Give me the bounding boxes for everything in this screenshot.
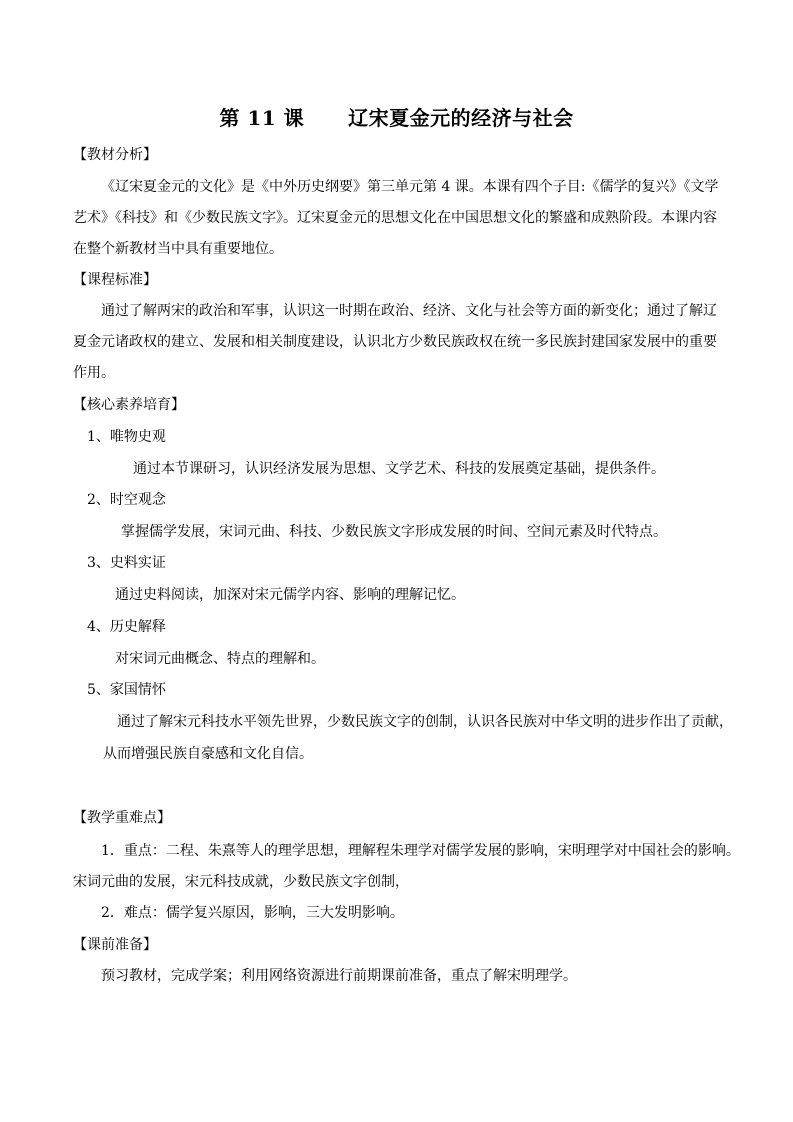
keypoint-main: 1．重点：二程、朱熹等人的理学思想，理解程朱理学对儒学发展的影响，宋明理学对中国社会的影响。 (101, 843, 740, 859)
section-heading-standard: 【课程标准】 (73, 272, 157, 288)
section-heading-literacy: 【核心素养培育】 (73, 397, 185, 413)
literacy-item-text: 通过本节课研习，认识经济发展为思想、文学艺术、科技的发展奠定基础，提供条件。 (133, 461, 665, 477)
keypoint-difficult: 2．难点：儒学复兴原因，影响，三大发明影响。 (101, 905, 404, 921)
section-heading-analysis: 【教材分析】 (73, 147, 157, 163)
section-heading-preparation: 【课前准备】 (73, 937, 157, 953)
preparation-text: 预习教材，完成学案；利用网络资源进行前期课前准备，重点了解宋明理学。 (101, 968, 577, 984)
literacy-item-label: 1、唯物史观 (87, 429, 166, 445)
literacy-item-text: 对宋词元曲概念、特点的理解和。 (115, 651, 325, 667)
keypoint-main-continued: 宋词元曲的发展，宋元科技成就，少数民族文字创制， (73, 874, 409, 890)
section-heading-keypoints: 【教学重难点】 (73, 810, 171, 826)
literacy-item-text: 通过史料阅读，加深对宋元儒学内容、影响的理解记忆。 (115, 587, 465, 603)
literacy-item-label: 4、历史解释 (87, 619, 166, 635)
standard-paragraph: 通过了解两宋的政治和军事，认识这一时期在政治、经济、文化与社会等方面的新变化；通过了解辽夏金元诸政权的建立、发展和相关制度建设，认识北方少数民族政权在统一多民族封建国家发展中的重要作用。 (73, 303, 717, 381)
document-title (0, 102, 793, 131)
literacy-item-label: 5、家国情怀 (87, 682, 166, 698)
analysis-paragraph: 《辽宋夏金元的文化》是《中外历史纲要》第三单元第 4 课。本课有四个子目:《儒学的复兴》《文学艺术》《科技》和《少数民族文字》。辽宋夏金元的思想文化在中国思想文化的繁盛和成熟阶段。本课内容在整个新教材当中具有重要地位。 (73, 179, 719, 257)
title-lesson: 第 11 课 (219, 106, 305, 130)
literacy-item-label: 3、史料实证 (87, 555, 166, 571)
literacy-item-text-continued: 从而增强民族自豪感和文化自信。 (103, 746, 313, 762)
literacy-item-label: 2、时空观念 (87, 492, 166, 508)
literacy-item-text: 通过了解宋元科技水平领先世界，少数民族文字的创制，认识各民族对中华文明的进步作出了贡献， (117, 714, 733, 730)
title-topic: 辽宋夏金元的经济与社会 (348, 106, 574, 130)
literacy-item-text: 掌握儒学发展，宋词元曲、科技、少数民族文字形成发展的时间、空间元素及时代特点。 (121, 524, 667, 540)
